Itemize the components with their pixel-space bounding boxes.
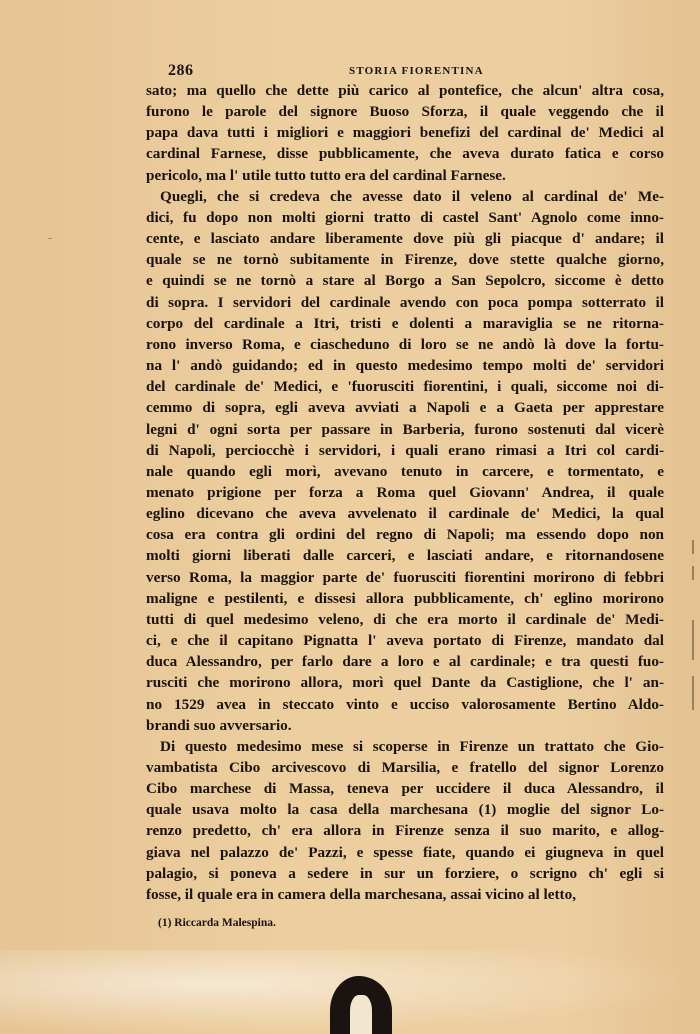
text-line: pericolo, ma l' utile tutto tutto era del cardinal Farnese. <box>146 166 506 184</box>
text-line: corpo del cardinale a Itri, tristi e dolenti a maraviglia se ne ritorna- <box>146 314 664 332</box>
text-line: renzo predetto, ch' era allora in Firenze senza il suo marito, e allog- <box>146 822 664 840</box>
text-line: brandi suo avversario. <box>146 716 292 734</box>
text-line: verso Roma, la maggior parte de' fuorusciti fiorentini morirono di febbri <box>146 568 664 586</box>
text-line: Di questo medesimo mese si scoperse in Firenze un trattato che Gio- <box>160 737 664 755</box>
text-line: cardinal Farnese, disse pubblicamente, che aveva durato fatica e corso <box>146 145 664 163</box>
text-line: tutti di quel medesimo veleno, di che era morto il cardinale de' Medi- <box>146 610 664 628</box>
footnote: (1) Riccarda Malespina. <box>158 917 276 929</box>
running-title: STORIA FIORENTINA <box>349 65 484 77</box>
margin-mark <box>692 566 694 580</box>
text-line: eglino dicevano che aveva avvelenato il cardinale de' Medici, la qual <box>146 505 664 523</box>
text-line: sato; ma quello che dette più carico al pontefice, che alcun' altra cosa, <box>146 82 664 99</box>
text-line: ci, e che il capitano Pignatta l' aveva portato di Firenze, mandato dal <box>146 632 664 650</box>
scan-blot-highlight <box>350 995 372 1034</box>
text-line: del cardinale de' Medici, e 'fuorusciti fiorentini, i quali, siccome noi di- <box>146 378 664 396</box>
text-line: quale se ne tornò subitamente in Firenze, dove stette qualche giorno, <box>146 251 664 269</box>
text-line: giava nel palazzo de' Pazzi, e spesse fiate, quando ei giugneva in quel <box>146 843 664 861</box>
text-line: fosse, il quale era in camera della marchesana, assai vicino al letto, <box>146 885 576 903</box>
paragraph <box>146 80 664 186</box>
text-line: Cibo marchese di Massa, teneva per uccidere il duca Alessandro, il <box>146 780 664 798</box>
text-line: legni d' ogni sorta per passare in Barberia, furono sostenuti dal vicerè <box>146 420 664 438</box>
text-line: dici, fu dopo non molti giorni tratto di castel Sant' Agnolo come inno- <box>146 208 664 226</box>
text-line: Quegli, che si credeva che avesse dato il veleno al cardinal de' Me- <box>160 187 664 205</box>
text-line: cente, e lasciato andare liberamente dove più gli piacque d' andare; il <box>146 230 664 248</box>
page-header <box>144 62 664 82</box>
text-line: papa dava tutti i migliori e maggiori benefizi del cardinal de' Medici al <box>146 124 664 142</box>
text-line: maligne e pestilenti, e dissesi allora pubblicamente, ch' eglino morirono <box>146 589 664 607</box>
page-number: 286 <box>168 62 194 79</box>
text-line: no 1529 avea in steccato vinto e ucciso valorosamente Bertino Aldo- <box>146 695 664 713</box>
text-line: palagio, si poneva a sedere in sur un forziere, o scrigno ch' egli si <box>146 864 664 882</box>
text-line: cemmo di sopra, egli aveva avviati a Napoli e a Gaeta per apprestare <box>146 399 664 417</box>
paragraph <box>146 736 664 905</box>
text-line: vambatista Cibo arcivescovo di Marsilia, e fratello del signor Lorenzo <box>146 759 664 776</box>
text-line: di sopra. I servidori del cardinale avendo con poca pompa sotterrato il <box>146 293 664 311</box>
paragraph <box>146 186 664 736</box>
margin-mark <box>692 676 694 710</box>
text-line: rono inverso Roma, e ciascheduno di loro se ne andò là dove la fortu- <box>146 335 664 353</box>
text-line: duca Alessandro, per farlo dare a loro e al cardinale; e tra questi fuo- <box>146 653 664 671</box>
text-line: rusciti che morirono allora, morì quel Dante da Castiglione, che l' an- <box>146 674 664 692</box>
margin-mark <box>692 540 694 554</box>
text-line: cosa era contra gli ordini del regno di Napoli; ma essendo dopo non <box>146 526 664 544</box>
text-line: na l' andò guidando; ed in questo medesimo tempo molti de' servidori <box>146 357 664 375</box>
text-line: di Napoli, perciocchè i servidori, i quali erano rimasi a Itri col cardi- <box>146 441 664 459</box>
text-line: quale usava molto la casa della marchesana (1) moglie del signor Lo- <box>146 801 664 819</box>
text-line: furono le parole del signore Buoso Sforza, il quale veggendo che il <box>146 103 664 121</box>
margin-mark <box>692 620 694 660</box>
text-line: molti giorni liberati dalle carceri, e lasciati andare, e ritornandosene <box>146 547 664 565</box>
text-line: menato prigione per forza a Roma quel Giovann' Andrea, il quale <box>146 483 664 501</box>
body-text <box>146 80 664 905</box>
text-line: e quindi se ne tornò a stare al Borgo a San Sepolcro, siccome è detto <box>146 272 664 290</box>
text-line: nale quando egli morì, avevano tenuto in carcere, e tormentato, e <box>146 462 664 480</box>
page-speck <box>48 238 52 239</box>
